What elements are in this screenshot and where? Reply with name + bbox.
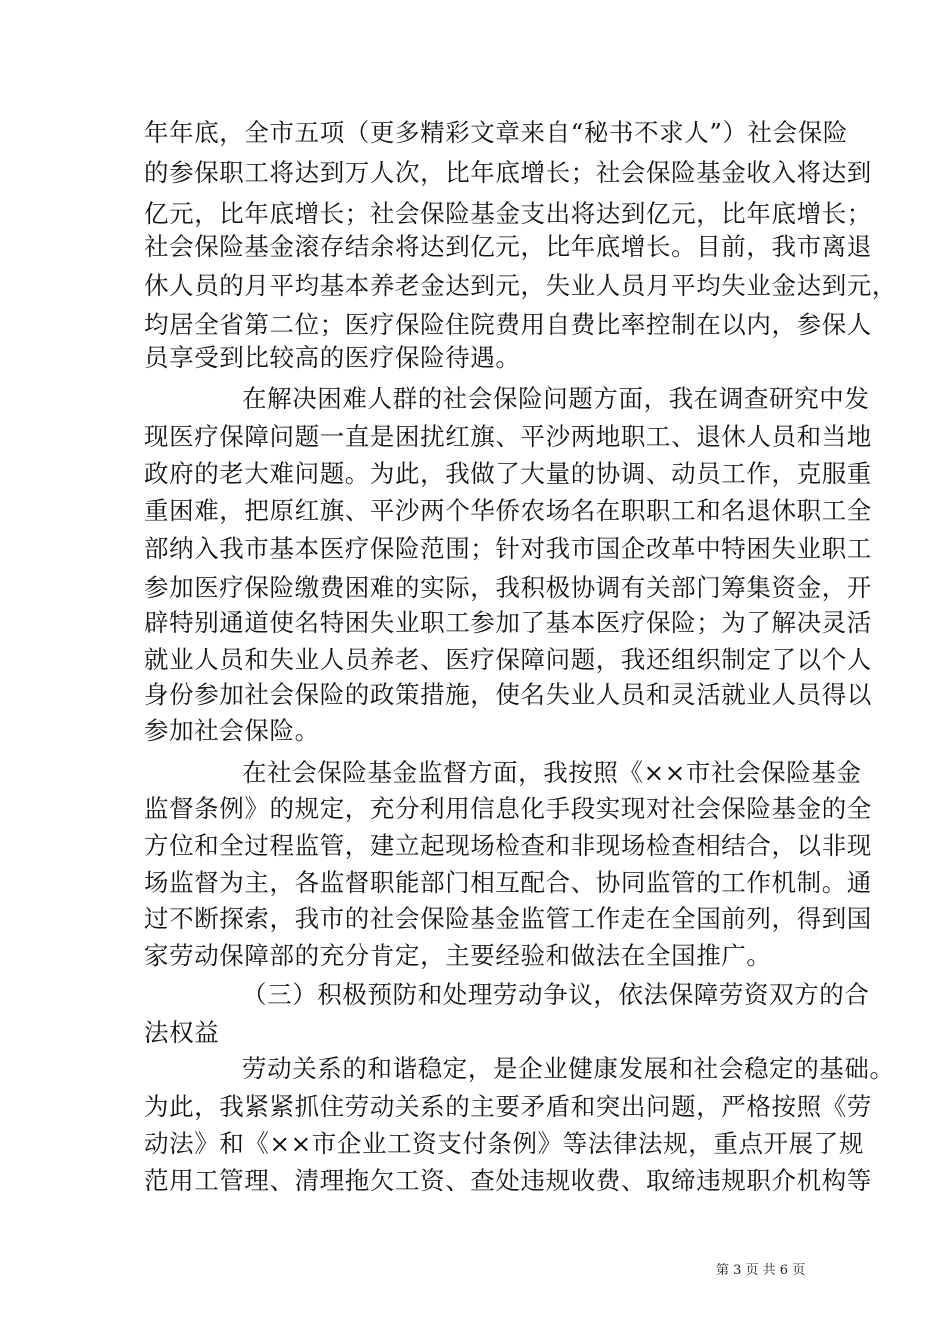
page-number: 第 3 页 共 6 页 <box>716 1263 806 1278</box>
text-line: 过不断探索，我市的社会保险基金监管工作走在全国前列，得到国 <box>144 904 872 933</box>
text-line: 辟特别通道使名特困失业职工参加了基本医疗保险；为了解决灵活 <box>144 608 872 637</box>
text-line: 参加医疗保险缴费困难的实际，我积极协调有关部门筹集资金，开 <box>144 573 872 602</box>
text-line: 年年底，全市五项（更多精彩文章来自“秘书不求人”）社会保险 <box>144 118 848 147</box>
text-line: 参加社会保险。 <box>144 716 320 745</box>
text-line: 场监督为主，各监督职能部门相互配合、协同监管的工作机制。通 <box>144 868 872 897</box>
paragraph-start-line: 劳动关系的和谐稳定，是企业健康发展和社会稳定的基础。 <box>242 1054 895 1083</box>
text-line: 家劳动保障部的充分肯定，主要经验和做法在全国推广。 <box>144 941 772 970</box>
text-line: 休人员的月平均基本养老金达到元，失业人员月平均失业金达到元， <box>144 271 897 300</box>
text-line: 部纳入我市基本医疗保险范围；针对我市国企改革中特困失业职工 <box>144 534 872 563</box>
paragraph-start-line: 在社会保险基金监督方面，我按照《××市社会保险基金 <box>242 758 862 787</box>
text-line: 员享受到比较高的医疗保险待遇。 <box>144 343 521 372</box>
text-line: 均居全省第二位；医疗保险住院费用自费比率控制在以内，参保人 <box>144 310 872 339</box>
text-line: 方位和全过程监管，建立起现场检查和非现场检查相结合，以非现 <box>144 831 872 860</box>
text-line: 身份参加社会保险的政策措施，使名失业人员和灵活就业人员得以 <box>144 680 872 709</box>
section-heading-line: （三）积极预防和处理劳动争议，依法保障劳资双方的合 <box>242 980 870 1009</box>
paragraph-start-line: 在解决困难人群的社会保险问题方面，我在调查研究中发 <box>242 384 870 413</box>
text-line: 就业人员和失业人员养老、医疗保障问题，我还组织制定了以个人 <box>144 645 872 674</box>
text-line: 监督条例》的规定，充分利用信息化手段实现对社会保险基金的全 <box>144 794 872 823</box>
text-line: 重困难，把原红旗、平沙两个华侨农场名在职职工和名退休职工全 <box>144 496 872 525</box>
text-line: 的参保职工将达到万人次，比年底增长；社会保险基金收入将达到 <box>144 158 872 187</box>
text-line: 政府的老大难问题。为此，我做了大量的协调、动员工作，克服重 <box>144 459 872 488</box>
section-heading-line: 法权益 <box>144 1018 220 1047</box>
text-line: 动法》和《××市企业工资支付条例》等法律法规，重点开展了规 <box>144 1129 864 1158</box>
text-line: 亿元，比年底增长；社会保险基金支出将达到亿元，比年底增长； <box>144 199 872 228</box>
text-line: 为此，我紧紧抓住劳动关系的主要矛盾和突出问题，严格按照《劳 <box>144 1092 872 1121</box>
text-line: 现医疗保障问题一直是困扰红旗、平沙两地职工、退休人员和当地 <box>144 422 872 451</box>
text-line: 范用工管理、清理拖欠工资、查处违规收费、取缔违规职介机构等 <box>144 1166 872 1195</box>
text-line: 社会保险基金滚存结余将达到亿元，比年底增长。目前，我市离退 <box>144 232 872 261</box>
